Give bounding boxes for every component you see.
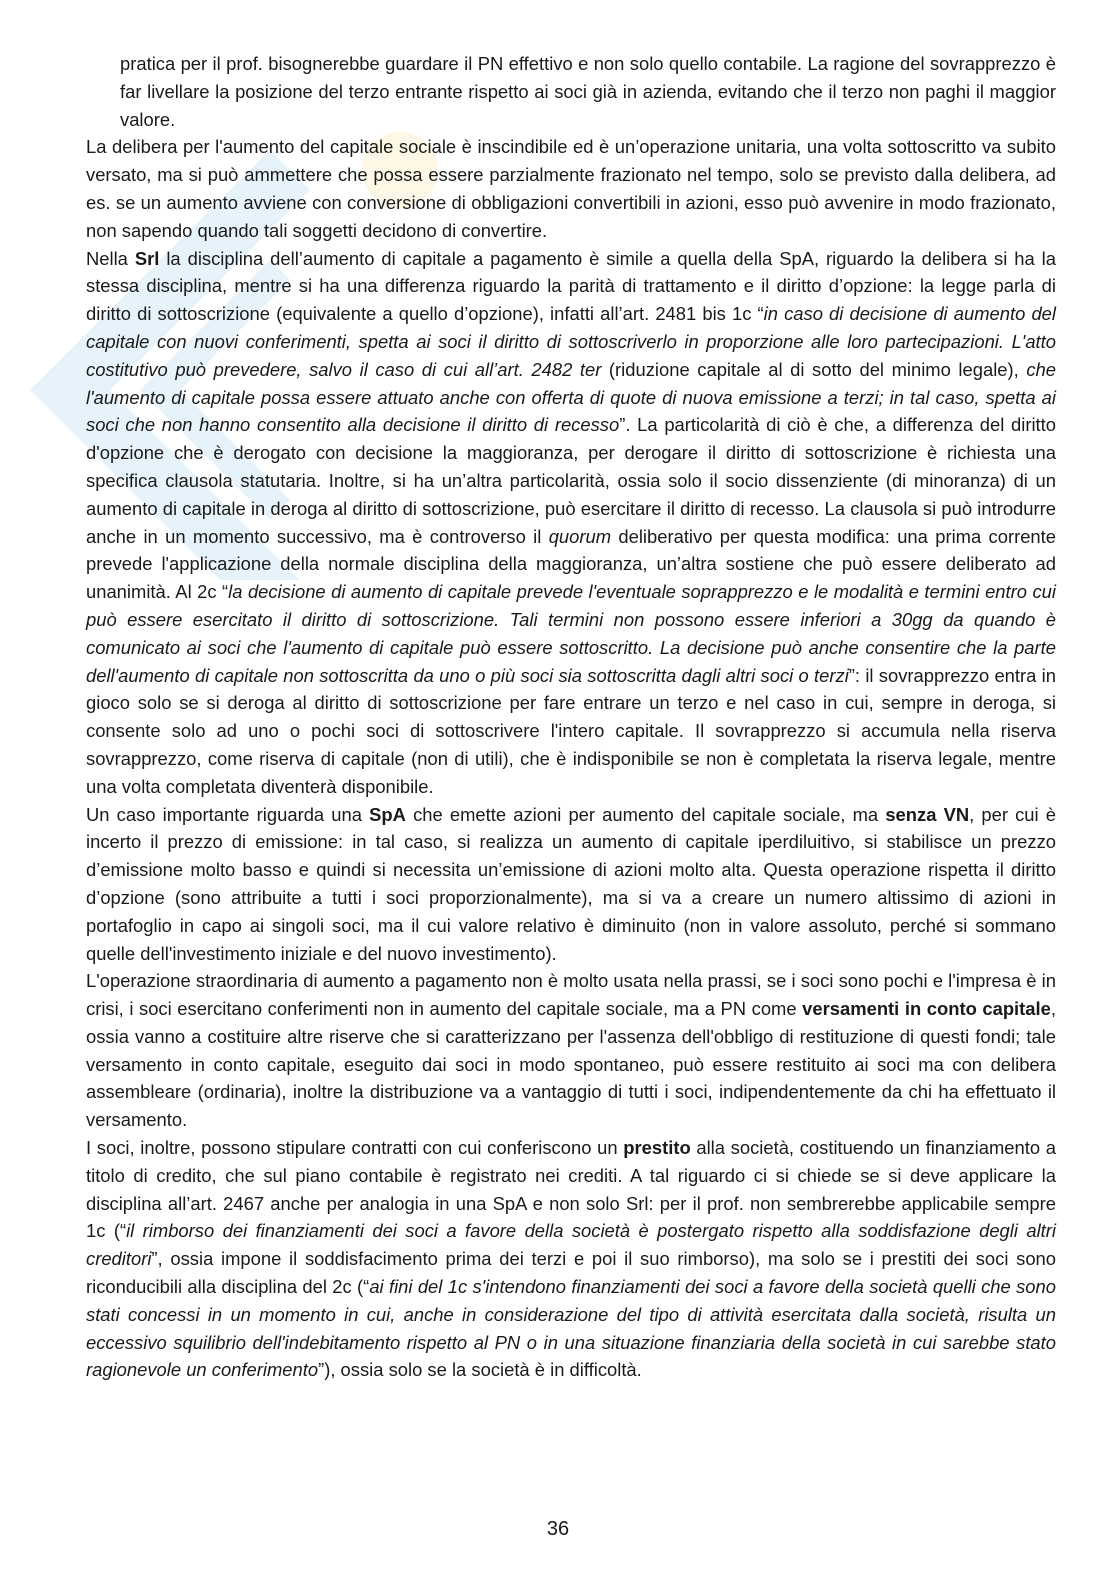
text-run: ”), ossia solo se la società è in difficoltà. (318, 1359, 642, 1381)
bold-term: SpA (369, 803, 406, 825)
text-run: , per cui è incerto il prezzo di emissione: in tal caso, si realizza un aumento di capitale iperdiluitivo, si stabilisce un prezzo d’emissione molto basso e quindi si necessita un’emissione di azioni molto alta. Questa operazione rispetta il diritto d’opzione (sono attribuite a tutti i soci proporzionalmente), ma si va a creare un numero altissimo di azioni in portafoglio in capo ai singoli soci, ma il cui valore relativo è diminuito (non in valore assoluto, perché si sommano quelle dell'investimento iniziale e del nuovo investimento). (86, 803, 1056, 964)
text-run: Nella (86, 247, 135, 269)
document-body (86, 50, 1056, 1384)
text-run: L'operazione straordinaria di aumento a pagamento non è molto usata nella prassi, se i soci sono pochi e l'impresa è in crisi, i soci esercitano conferimenti non in aumento del capitale sociale, ma a PN come (86, 970, 1056, 1020)
legal-quote: la decisione di aumento di capitale prevede l'eventuale soprapprezzo e le modalità e termini entro cui può essere esercitato il diritto di sottoscrizione. Tali termini non possono essere inferiori a 30gg da quando è comunicato ai soci che l'aumento di capitale può essere sottoscritto. La decisione può anche consentire che la parte dell'aumento di capitale non sottoscritta da uno o più soci sia sottoscritta dagli altri soci o terzi (86, 581, 1056, 686)
text-run: che emette azioni per aumento del capitale sociale, ma (405, 803, 886, 825)
text-run: pratica per il prof. bisognerebbe guardare il PN effettivo e non solo quello contabile. La ragione del sovrapprezzo è far livellare la posizione del terzo entrante rispetto ai soci già in azienda, evitando che il terzo non paghi il maggior valore. (120, 53, 1056, 130)
legal-quote: in caso di decisione di aumento del capitale con nuovi conferimenti, spetta ai soci il diritto di sottoscriverlo in proporzione alle loro partecipazioni. L'atto costitutivo può prevedere, salvo il caso di cui all’art. 2482 ter (86, 303, 1056, 380)
bold-term: versamenti in conto capitale (802, 998, 1051, 1020)
text-run: La delibera per l'aumento del capitale sociale è inscindibile ed è un’operazione unitaria, una volta sottoscritto va subito versato, ma si può ammettere che possa essere parzialmente frazionato nel tempo, solo se previsto dalla delibera, ad es. se un aumento avviene con conversione di obbligazioni convertibili in azioni, esso può avvenire in modo frazionato, non sapendo quando tali soggetti decidono di convertire. (86, 136, 1056, 241)
paragraph (86, 801, 1056, 968)
legal-quote: ai fini del 1c s'intendono finanziamenti dei soci a favore della società quelli che sono stati concessi in un momento in cui, anche in considerazione del tipo di attività esercitata dalla società, risulta un eccessivo squilibrio dell'indebitamento rispetto al PN o in una situazione finanziaria della società in cui sarebbe stato ragionevole un conferimento (86, 1276, 1056, 1381)
text-run: ”: il sovrapprezzo entra in gioco solo se si deroga al diritto di sottoscrizione per fare entrare un terzo e nel caso in cui, sempre in deroga, si consente solo ad uno o pochi soci di sottoscrivere l'intero capitale. Il sovrapprezzo si accumula nella riserva sovrapprezzo, come riserva di capitale (non di utili), che è indisponibile se non è completata la riserva legale, mentre una volta completata diventerà disponibile. (86, 664, 1056, 797)
paragraph (86, 1134, 1056, 1384)
text-run: , ossia vanno a costituire altre riserve che si caratterizzano per l'assenza dell'obbligo di restituzione di questi fondi; tale versamento in conto capitale, eseguito dai soci in modo spontaneo, può essere restituito ai soci ma con delibera assembleare (ordinaria), inoltre la distribuzione va a vantaggio di tutti i soci, indipendentemente da chi ha effettuato il versamento. (86, 998, 1056, 1131)
page-number: 36 (546, 1518, 570, 1540)
paragraph (86, 245, 1056, 801)
text-run: deliberativo per questa modifica: una prima corrente prevede l'applicazione della normale disciplina della maggioranza, un’altra sostiene che può essere deliberato ad unanimità. Al 2c “ (86, 525, 1057, 603)
paragraph (86, 133, 1056, 244)
text-run: (riduzione capitale al di sotto del minimo legale), (601, 358, 1027, 380)
text-run: ”. La particolarità di ciò è che, a differenza del diritto d'opzione che è derogato con decisione la maggioranza, per derogare il diritto di sottoscrizione è richiesta una specifica clausola statutaria. Inoltre, si ha un’altra particolarità, ossia solo il socio dissenziente (di minoranza) di un aumento di capitale in deroga al diritto di sottoscrizione, può esercitare il diritto di recesso. La clausola si può introdurre anche in un momento successivo, ma è controverso il (86, 414, 1056, 547)
text-run: la disciplina dell’aumento di capitale a pagamento è simile a quella della SpA, riguardo la delibera si ha la stessa disciplina, mentre si ha una differenza riguardo la parità di trattamento e il diritto d’opzione: la legge parla di diritto di sottoscrizione (equivalente a quello d’opzione), infatti all’art. 2481 bis 1c “ (86, 247, 1056, 325)
text-run: Un caso importante riguarda una (86, 803, 370, 825)
legal-quote: il rimborso dei finanziamenti dei soci a favore della società è postergato rispetto alla soddisfazione degli altri creditori (86, 1220, 1056, 1270)
text-run: ”, ossia impone il soddisfacimento prima dei terzi e poi il suo rimborso), ma solo se i prestiti dei soci sono riconducibili alla disciplina del 2c (“ (86, 1248, 1056, 1298)
bold-term: senza VN (885, 803, 970, 825)
legal-quote: che l'aumento di capitale possa essere attuato anche con offerta di quote di nuova emissione a terzi; in tal caso, spetta ai soci che non hanno consentito alla decisione il diritto di recesso (86, 358, 1056, 436)
paragraph (120, 50, 1056, 133)
text-run: alla società, costituendo un finanziamento a titolo di credito, che sul piano contabile è registrato nei crediti. A tal riguardo ci si chiede se si deve applicare la disciplina all’art. 2467 anche per analogia in una SpA e non solo Srl: per il prof. non sembrerebbe applicabile sempre 1c (“ (86, 1137, 1056, 1242)
legal-quote: quorum (548, 525, 612, 547)
paragraph (86, 967, 1056, 1134)
text-run: I soci, inoltre, possono stipulare contratti con cui conferiscono un (86, 1137, 624, 1159)
bold-term: prestito (623, 1137, 691, 1159)
bold-term: Srl (134, 247, 160, 269)
